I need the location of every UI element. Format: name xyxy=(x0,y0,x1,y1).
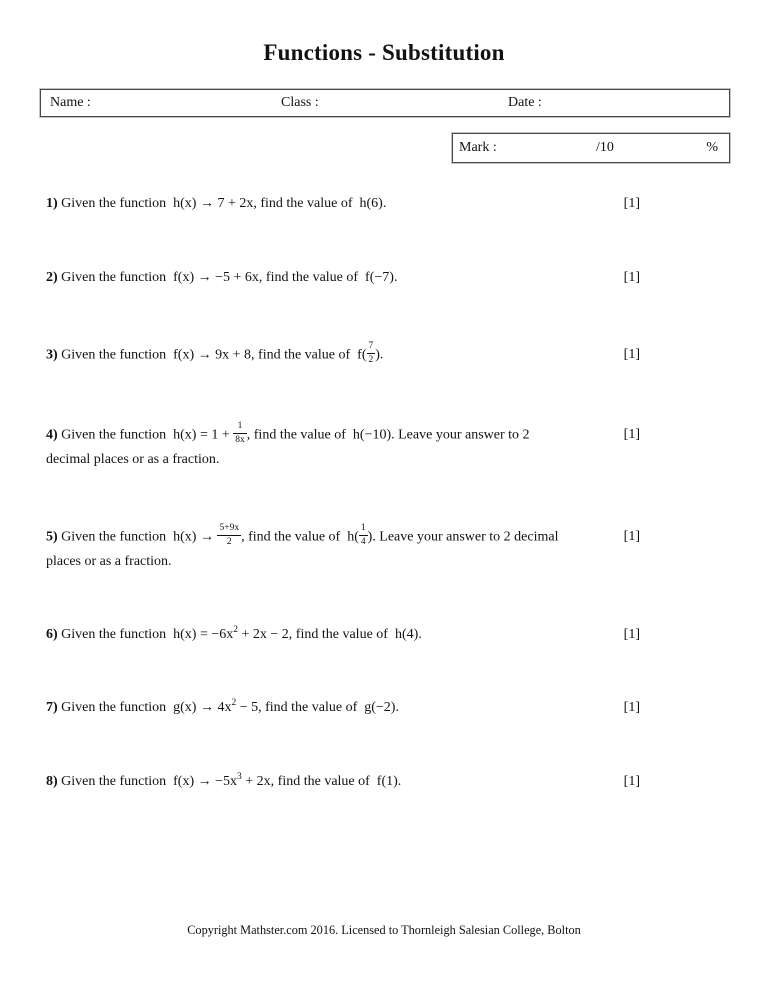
question-marks: [1] xyxy=(623,196,640,211)
question-row xyxy=(46,623,640,647)
question-number: 5) xyxy=(46,529,58,545)
question-row xyxy=(46,266,640,290)
question-number: 8) xyxy=(46,774,58,789)
name-field-label: Name : xyxy=(50,95,91,110)
question-number: 3) xyxy=(46,347,58,363)
question-marks: [1] xyxy=(623,627,640,642)
question-row xyxy=(46,192,640,216)
question-text xyxy=(46,192,386,216)
fraction: $\frac{1}{4}$ xyxy=(360,523,366,547)
question-marks: [1] xyxy=(623,270,640,285)
question-line: 8) Given the function $f(x) \to -5x^3 + 2x$, find the value of f(1). xyxy=(46,772,402,789)
mark-label: Mark : xyxy=(459,140,497,155)
question-line: 4) Given the function h(x) = 1 + $\frac{1}{8x}$ , find the value of h(−10). Leave your answer to 2 xyxy=(46,421,530,445)
question-marks: [1] xyxy=(623,700,640,715)
question-text xyxy=(46,525,559,574)
superscript: 2 xyxy=(231,698,237,708)
question-text xyxy=(46,423,530,472)
date-field-label: Date : xyxy=(508,95,542,110)
question-line: 5) Given the function h(x) → $\frac{5+9x}{2}$ , find the value of h( $\frac{1}{4}$ ). Leave your answer to 2 decimal xyxy=(46,523,559,547)
question-line: 1) Given the function h(x) → 7 + 2x, find the value of h(6). xyxy=(46,196,387,211)
question-text xyxy=(46,696,399,720)
fraction: $\frac{1}{8x}$ xyxy=(235,421,245,445)
footer-copyright: Copyright Mathster.com 2016. Licensed to Thornleigh Salesian College, Bolton xyxy=(187,923,581,937)
question-line: places or as a fraction. xyxy=(46,553,172,569)
mark-percent-sign: % xyxy=(706,140,718,155)
question-marks: [1] xyxy=(623,529,640,544)
class-field-label: Class : xyxy=(281,95,319,110)
superscript: 3 xyxy=(237,772,242,782)
question-row xyxy=(46,696,640,720)
question-line: 6) Given the function $h(x) = -6x^2 + 2x - 2$, find the value of h(4). xyxy=(46,625,422,642)
question-line: 3) Given the function f(x) → 9x + 8, find the value of f( $\frac{7}{2}$ ). xyxy=(46,341,384,365)
fraction: $\frac{5+9x}{2}$ xyxy=(219,523,240,547)
mark-total: /10 xyxy=(596,140,614,155)
question-number: 6) xyxy=(46,627,58,642)
superscript: 2 xyxy=(233,625,239,635)
question-marks: [1] xyxy=(623,347,640,362)
question-row xyxy=(46,770,640,794)
question-marks: [1] xyxy=(623,427,640,442)
question-marks: [1] xyxy=(623,774,640,789)
question-text xyxy=(46,266,397,290)
question-number: 7) xyxy=(46,700,58,715)
page-title: Functions - Substitution xyxy=(263,40,505,65)
question-row xyxy=(46,423,640,472)
question-row xyxy=(46,343,640,368)
question-number: 1) xyxy=(46,196,58,211)
question-text xyxy=(46,770,401,794)
fraction: $\frac{7}{2}$ xyxy=(368,341,374,365)
question-line: decimal places or as a fraction. xyxy=(46,451,220,467)
question-number: 2) xyxy=(46,270,58,285)
question-number: 4) xyxy=(46,427,58,443)
question-line: 7) Given the function $g(x) \to 4x^2 - 5$, find the value of g(−2). xyxy=(46,698,399,715)
question-text xyxy=(46,623,422,647)
question-text xyxy=(46,343,383,368)
question-line: 2) Given the function f(x) → −5 + 6x, find the value of f(−7). xyxy=(46,270,398,285)
question-row xyxy=(46,525,640,574)
